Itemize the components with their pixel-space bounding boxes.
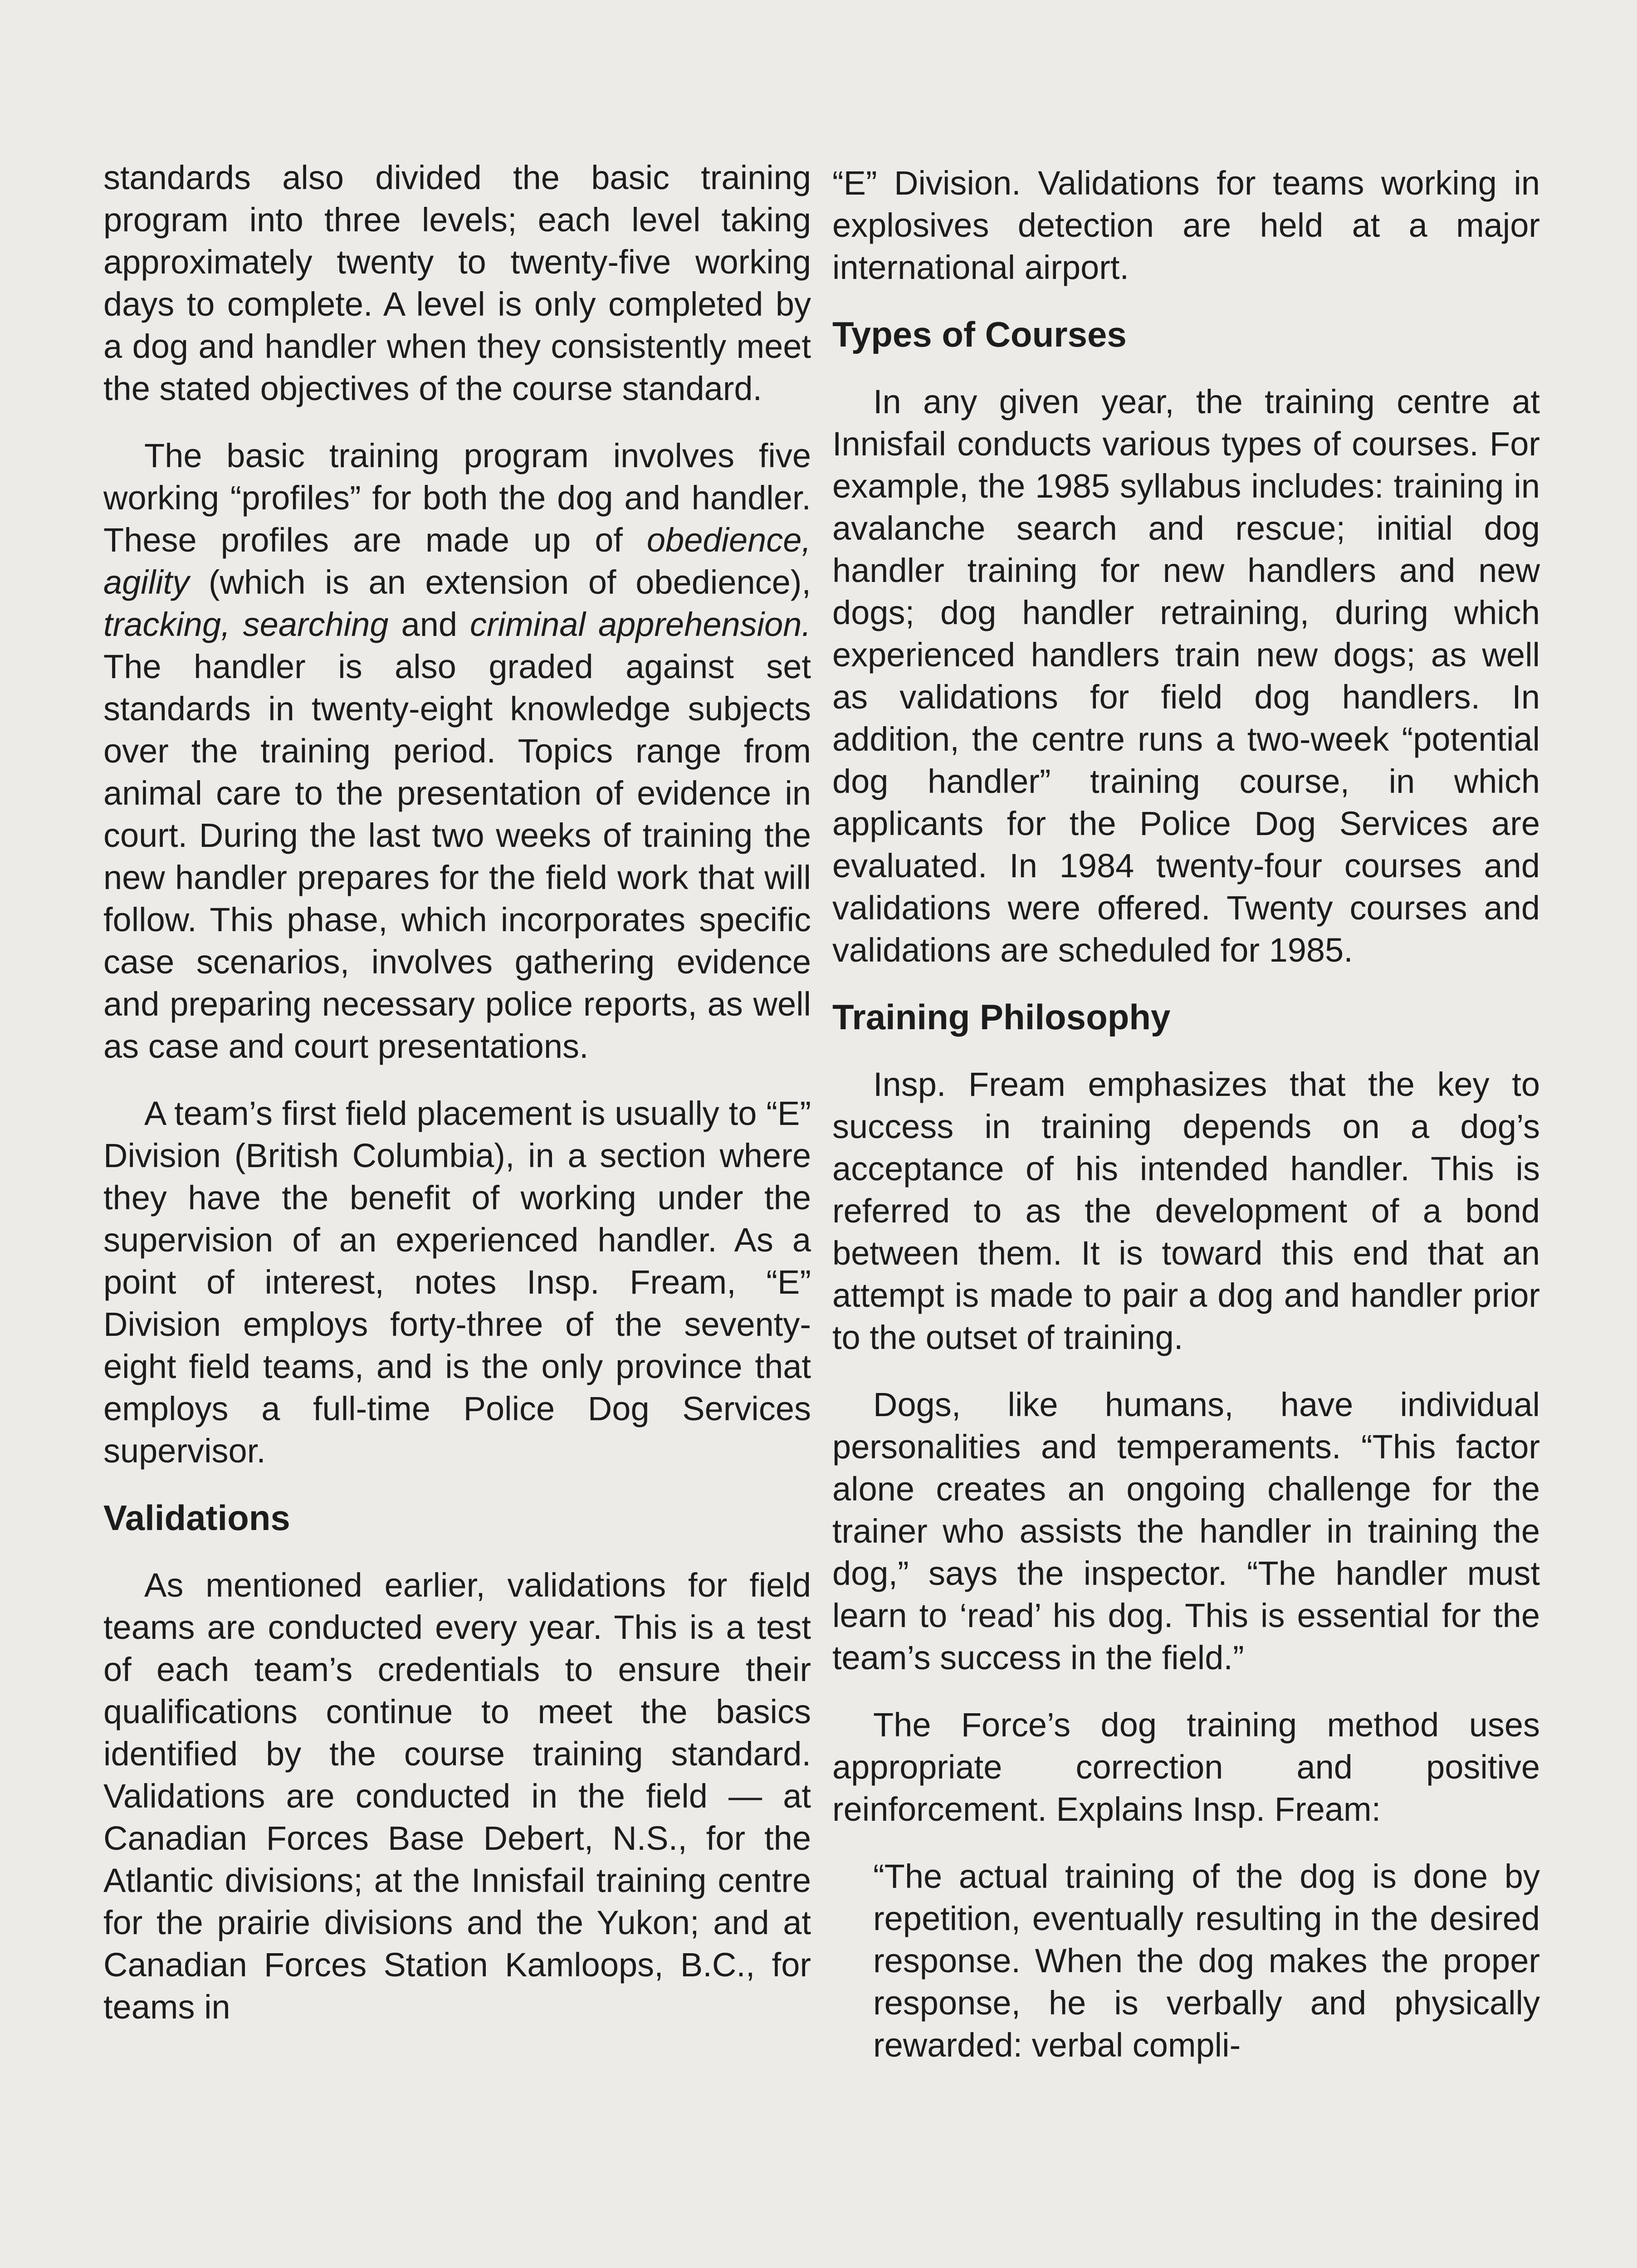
emphasis: obedience, agility (103, 521, 811, 601)
text-run: and (388, 606, 470, 643)
emphasis: criminal apprehension. (470, 606, 811, 643)
paragraph: Dogs, like humans, have individual personalities and temperaments. “This factor alone creates an ongoing challenge for the trainer who assists the handler in training the dog,” says the inspector. “The handler must learn to ‘read’ his dog. This is essential for the team’s success in the field.” (832, 1386, 1540, 1677)
text-run: The basic training program involves five working “profiles” for both the dog and handler. These profiles are made up of (103, 437, 811, 559)
paragraph-profiles (103, 435, 811, 1067)
right-column (832, 162, 1540, 2066)
text-run: (which is an extension of obedience), (189, 563, 811, 601)
section-heading-types-of-courses: Types of Courses (832, 314, 1127, 354)
paragraph: The Force’s dog training method uses appropriate correction and positive reinforcement. Explains Insp. Fream: (832, 1706, 1540, 1828)
left-column (103, 156, 811, 2053)
paragraph: In any given year, the training centre at Innisfail conducts various types of courses. For example, the 1985 syllabus includes: training in avalanche search and rescue; initial dog handler training for new handlers and new dogs; dog handler retraining, during which experienced handlers train new dogs; as well as validations for field dog handlers. In addition, the centre runs a two-week “potential dog handler” training course, in which applicants for the Police Dog Services are evaluated. In 1984 twenty-four courses and validations were offered. Twenty courses and validations are scheduled for 1985. (832, 383, 1540, 969)
emphasis: tracking, searching (103, 606, 389, 643)
paragraph: standards also divided the basic training program into three levels; each level taking approximately twenty to twenty-five working days to complete. A level is only completed by a dog and handler when they consistently meet the stated objectives of the course standard. (103, 159, 811, 407)
block-quote: “The actual training of the dog is done by repetition, eventually resulting in the desired response. When the dog makes the proper response, he is verbally and physically rewarded: verbal compli- (873, 1857, 1540, 2064)
section-heading-training-philosophy: Training Philosophy (832, 997, 1171, 1037)
paragraph: A team’s first field placement is usually to “E” Division (British Columbia), in a section where they have the benefit of working under the supervision of an experienced handler. As a point of interest, notes Insp. Fream, “E” Division employs forty-three of the seventy-eight field teams, and is the only province that employs a full-time Police Dog Services supervisor. (103, 1095, 811, 1470)
paragraph: Insp. Fream emphasizes that the key to success in training depends on a dog’s acceptance of his intended handler. This is referred to as the development of a bond between them. It is toward this end that an attempt is made to pair a dog and handler prior to the outset of training. (832, 1066, 1540, 1356)
section-heading-validations: Validations (103, 1498, 290, 1538)
paragraph: As mentioned earlier, validations for field teams are conducted every year. This is a test of each team’s credentials to ensure their qualifications continue to meet the basics identified by the course training standard. Validations are conducted in the field — at Canadian Forces Base Debert, N.S., for the Atlantic divisions; at the Innisfail training centre for the prairie divisions and the Yukon; and at Canadian Forces Station Kamloops, B.C., for teams in (103, 1566, 811, 2026)
text-run: The handler is also graded against set standards in twenty-eight knowledge subjects over the training period. Topics range from animal care to the presentation of evidence in court. During the last two weeks of training the new handler prepares for the field work that will follow. This phase, which incorporates specific case scenarios, involves gathering evidence and preparing necessary police reports, as well as case and court presentations. (103, 648, 811, 1065)
paragraph: “E” Division. Validations for teams working in explosives detection are held at a major international airport. (832, 164, 1540, 286)
